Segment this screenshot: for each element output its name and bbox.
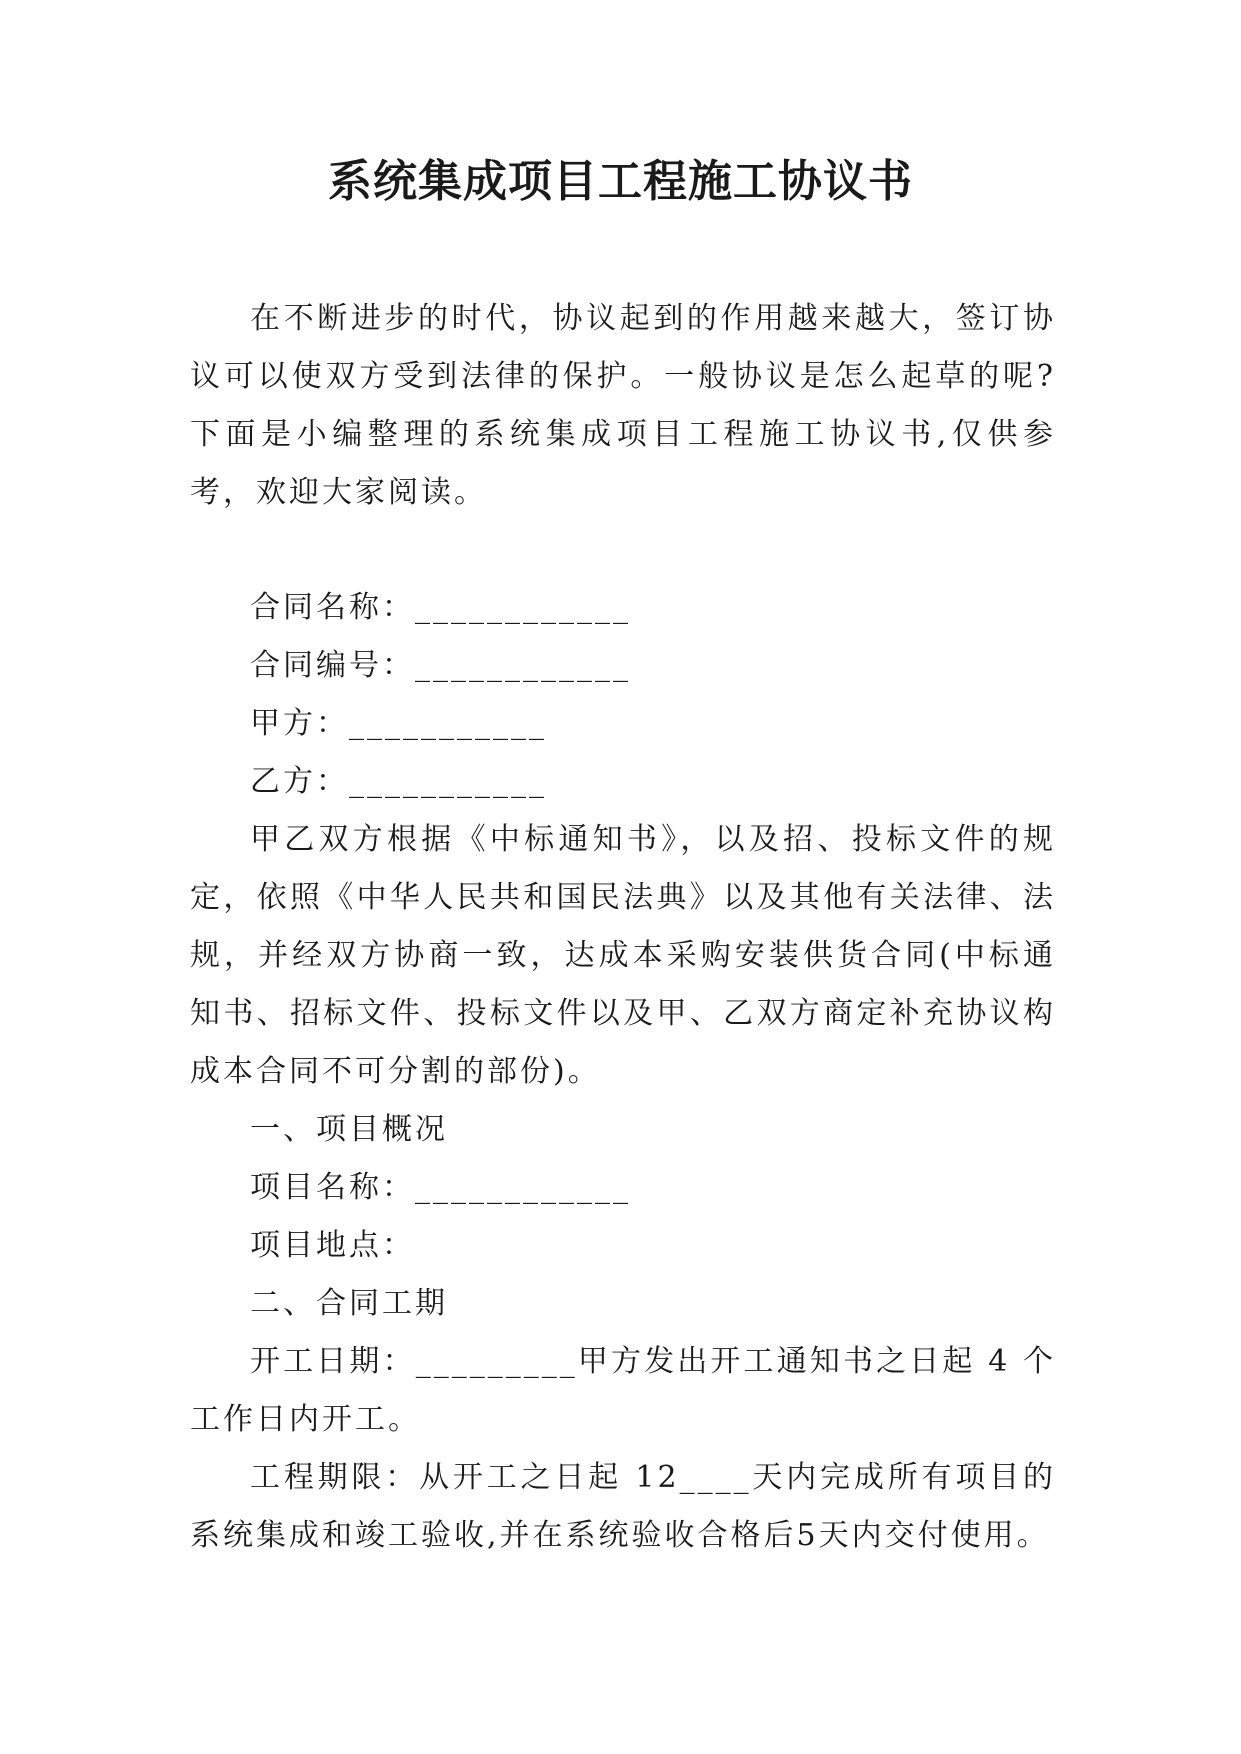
party-a-line: 甲方：___________ [250, 706, 547, 741]
section-heading-contract-period: 二、合同工期 [250, 1286, 448, 1321]
contract-name-line: 合同名称：____________ [250, 590, 631, 625]
intro-paragraph: 在不断进步的时代，协议起到的作用越来越大，签订协议可以使双方受到法律的保护。一般协议是怎么起草的呢?下面是小编整理的系统集成项目工程施工协议书,仅供参考，欢迎大家阅读。 [190, 301, 1056, 510]
project-name-line: 项目名称：____________ [250, 1170, 631, 1205]
intro-section [190, 290, 1056, 522]
project-location-line: 项目地点： [250, 1228, 415, 1263]
agreement-basis-paragraph: 甲乙双方根据《中标通知书》，以及招、投标文件的规定，依照《中华人民共和国民法典》以及其他有关法律、法规，并经双方协商一致，达成本采购安装供货合同(中标通知书、招标文件、投标文件以及甲、乙双方商定补充协议构成本合同不可分割的部份)。 [190, 822, 1056, 1089]
party-b-line: 乙方：___________ [250, 764, 547, 799]
duration-paragraph: 工程期限：从开工之日起 12____天内完成所有项目的系统集成和竣工验收,并在系统验收合格后5天内交付使用。 [190, 1460, 1056, 1553]
start-date-paragraph: 开工日期：_________甲方发出开工通知书之日起 4 个工作日内开工。 [190, 1344, 1056, 1437]
document-title: 系统集成项目工程施工协议书 [328, 156, 913, 207]
contract-number-line: 合同编号：____________ [250, 648, 631, 683]
section-heading-project-overview: 一、项目概况 [250, 1112, 448, 1147]
contract-body [190, 579, 1056, 1565]
